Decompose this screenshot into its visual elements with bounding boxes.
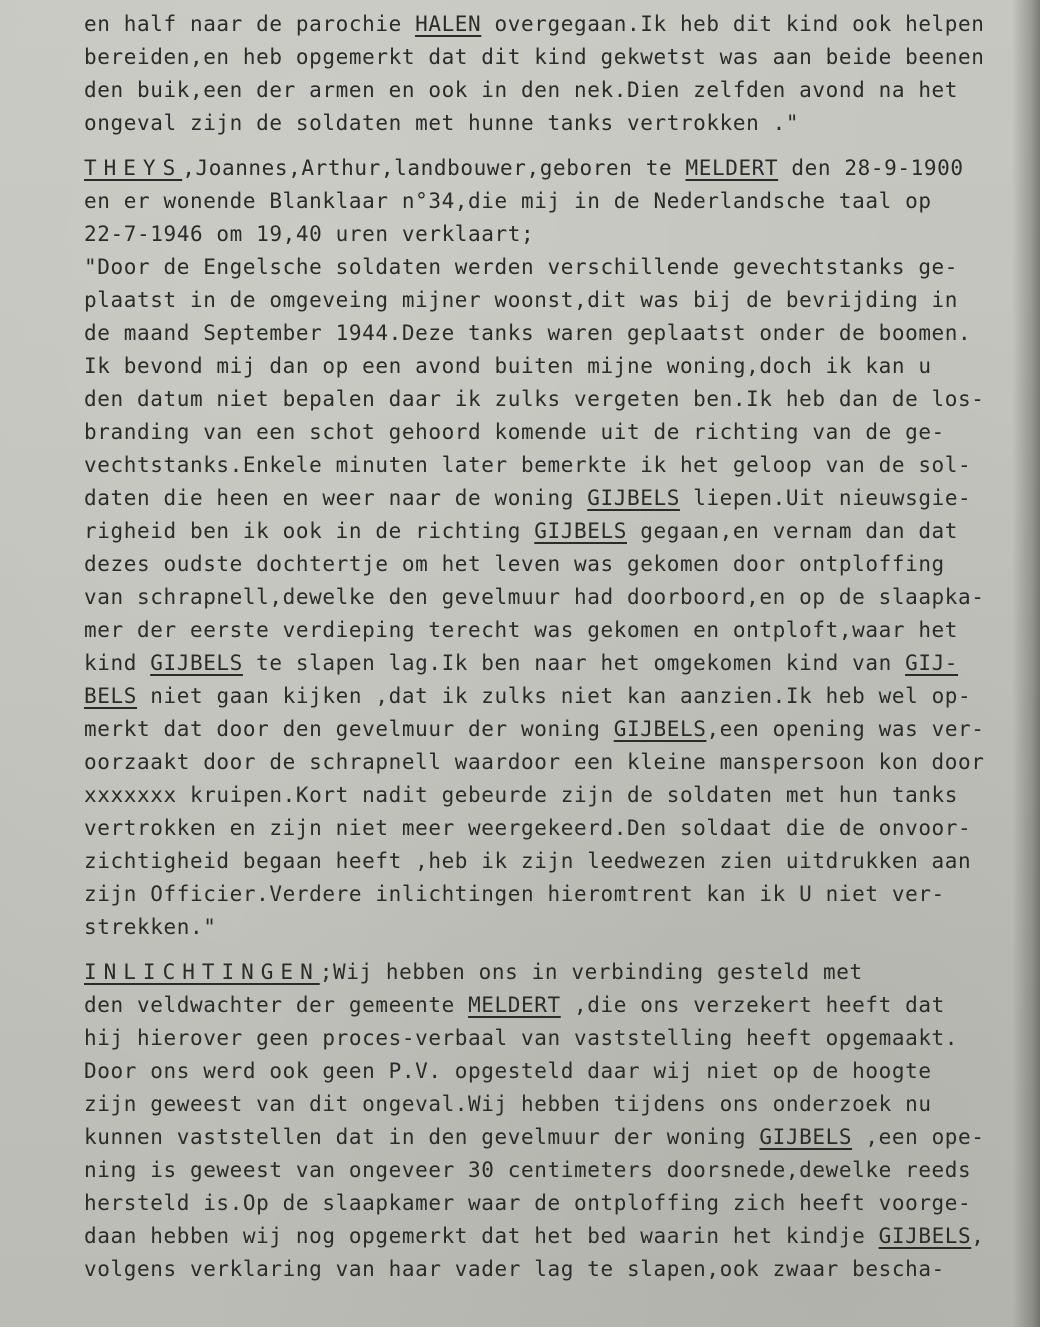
text-segment: ,Joannes,Arthur,landbouwer,geboren te (182, 156, 686, 180)
text-segment: de maand September 1944.Deze tanks waren geplaatst onder de boomen. (84, 321, 972, 345)
text-segment: vertrokken en zijn niet meer weergekeerd.Den soldaat die de onvoor- (84, 816, 972, 840)
typed-document-text (84, 8, 1024, 1286)
underlined-name: THEYS (84, 156, 183, 180)
text-line (84, 779, 1024, 812)
text-segment: merkt dat door den gevelmuur der woning (84, 717, 614, 741)
text-line (84, 911, 1024, 944)
text-segment: righeid ben ik ook in de richting (84, 519, 535, 543)
text-line (84, 350, 1024, 383)
paragraph (84, 152, 1024, 944)
text-segment: xxxxxxx kruipen.Kort nadit gebeurde zijn de soldaten met hun tanks (84, 783, 959, 807)
text-line (84, 218, 1024, 251)
text-line (84, 1121, 1024, 1154)
text-segment: 22-7-1946 om 19,40 uren verklaart; (84, 222, 535, 246)
paragraph-gap (84, 944, 1024, 956)
text-segment: zijn geweest van dit ongeval.Wij hebben tijdens ons onderzoek nu (84, 1092, 932, 1116)
text-line (84, 1088, 1024, 1121)
text-segment: ;Wij hebben ons in verbinding gesteld met (319, 960, 863, 984)
text-line (84, 152, 1024, 185)
text-line (84, 1187, 1024, 1220)
text-line (84, 383, 1024, 416)
text-line (84, 1253, 1024, 1286)
text-segment: branding van een schot gehoord komende uit de richting van de ge- (84, 420, 945, 444)
text-line (84, 680, 1024, 713)
text-segment: ,die ons verzekert heeft dat (560, 993, 945, 1017)
text-line (84, 251, 1024, 284)
text-segment: Ik bevond mij dan op een avond buiten mijne woning,doch ik kan u (84, 354, 932, 378)
text-line (84, 1220, 1024, 1253)
text-segment: zijn Officier.Verdere inlichtingen hieromtrent kan ik U niet ver- (84, 882, 945, 906)
text-segment: niet gaan kijken ,dat ik zulks niet kan aanzien.Ik heb wel op- (136, 684, 972, 708)
text-segment: kunnen vaststellen dat in den gevelmuur der woning (84, 1125, 760, 1149)
paragraph (84, 956, 1024, 1286)
text-segment: den datum niet bepalen daar ik zulks vergeten ben.Ik heb dan de los- (84, 387, 985, 411)
text-line (84, 1055, 1024, 1088)
text-segment: vechtstanks.Enkele minuten later bemerkte ik het geloop van de sol- (84, 453, 972, 477)
text-segment: ,een opening was ver- (706, 717, 985, 741)
text-line (84, 989, 1024, 1022)
text-segment: daten die heen en weer naar de woning (84, 486, 588, 510)
text-line (84, 185, 1024, 218)
text-line (84, 845, 1024, 878)
text-segment: ning is geweest van ongeveer 30 centimeters doorsnede,dewelke reeds (84, 1158, 972, 1182)
text-segment: dezes oudste dochtertje om het leven was gekomen door ontploffing (84, 552, 945, 576)
text-line (84, 8, 1024, 41)
text-line (84, 284, 1024, 317)
text-line (84, 1022, 1024, 1055)
paragraph (84, 8, 1024, 140)
text-line (84, 1154, 1024, 1187)
text-segment: overgegaan.Ik heb dit kind ook helpen (481, 12, 985, 36)
text-segment: , (971, 1224, 985, 1248)
text-line (84, 449, 1024, 482)
text-line (84, 482, 1024, 515)
text-segment: liepen.Uit nieuwsgie- (679, 486, 972, 510)
text-line (84, 812, 1024, 845)
text-segment: plaatst in de omgeveing mijner woonst,dit was bij de bevrijding in (84, 288, 959, 312)
text-line (84, 956, 1024, 989)
text-line (84, 317, 1024, 350)
underlined-name: GIJBELS (534, 519, 627, 543)
underlined-name: GIJBELS (150, 651, 243, 675)
text-segment: oorzaakt door de schrapnell waardoor een kleine manspersoon kon door (84, 750, 985, 774)
text-segment: van schrapnell,dewelke den gevelmuur had doorboord,en op de slaapka- (84, 585, 985, 609)
underlined-name: GIJBELS (878, 1224, 972, 1248)
text-segment: "Door de Engelsche soldaten werden verschillende gevechtstanks ge- (84, 255, 959, 279)
text-segment: bereiden,en heb opgemerkt dat dit kind gekwetst was aan beide beenen (84, 45, 985, 69)
text-segment: daan hebben wij nog opgemerkt dat het bed waarin het kindje (84, 1224, 879, 1248)
text-line (84, 515, 1024, 548)
text-line (84, 74, 1024, 107)
underlined-name: GIJBELS (587, 486, 680, 510)
underlined-name: GIJBELS (613, 717, 707, 741)
text-line (84, 41, 1024, 74)
text-segment: gegaan,en vernam dan dat (626, 519, 959, 543)
underlined-name: MELDERT (468, 993, 561, 1017)
text-line (84, 107, 1024, 140)
text-line (84, 416, 1024, 449)
text-segment: volgens verklaring van haar vader lag te slapen,ook zwaar bescha- (84, 1257, 945, 1281)
text-line (84, 878, 1024, 911)
text-segment: strekken." (84, 915, 217, 939)
text-segment: kind (84, 651, 151, 675)
underlined-name: MELDERT (685, 156, 779, 180)
text-line (84, 713, 1024, 746)
text-segment: hersteld is.Op de slaapkamer waar de ontploffing zich heeft voorge- (84, 1191, 972, 1215)
text-segment: ongeval zijn de soldaten met hunne tanks vertrokken ." (84, 111, 800, 135)
underlined-name: BELS (84, 684, 137, 708)
text-line (84, 548, 1024, 581)
underlined-name: HALEN (415, 12, 482, 36)
text-line (84, 581, 1024, 614)
underlined-name: GIJBELS (759, 1125, 853, 1149)
text-segment: te slapen lag.Ik ben naar het omgekomen kind van (242, 651, 906, 675)
paragraph-gap (84, 140, 1024, 152)
text-segment: den 28-9-1900 (778, 156, 964, 180)
text-segment: ,een ope- (852, 1125, 985, 1149)
text-line (84, 614, 1024, 647)
text-line (84, 746, 1024, 779)
text-segment: zichtigheid begaan heeft ,heb ik zijn leedwezen zien uitdrukken aan (84, 849, 972, 873)
underlined-name: INLICHTINGEN (84, 960, 320, 984)
text-segment: mer der eerste verdieping terecht was gekomen en ontploft,waar het (84, 618, 959, 642)
text-segment: Door ons werd ook geen P.V. opgesteld daar wij niet op de hoogte (84, 1059, 932, 1083)
text-line (84, 647, 1024, 680)
text-segment: hij hierover geen proces-verbaal van vaststelling heeft opgemaakt. (84, 1026, 959, 1050)
text-segment: den buik,een der armen en ook in den nek.Dien zelfden avond na het (84, 78, 959, 102)
underlined-name: GIJ- (905, 651, 959, 675)
text-segment: en er wonende Blanklaar n°34,die mij in de Nederlandsche taal op (84, 189, 932, 213)
text-segment: den veldwachter der gemeente (84, 993, 469, 1017)
text-segment: en half naar de parochie (84, 12, 416, 36)
